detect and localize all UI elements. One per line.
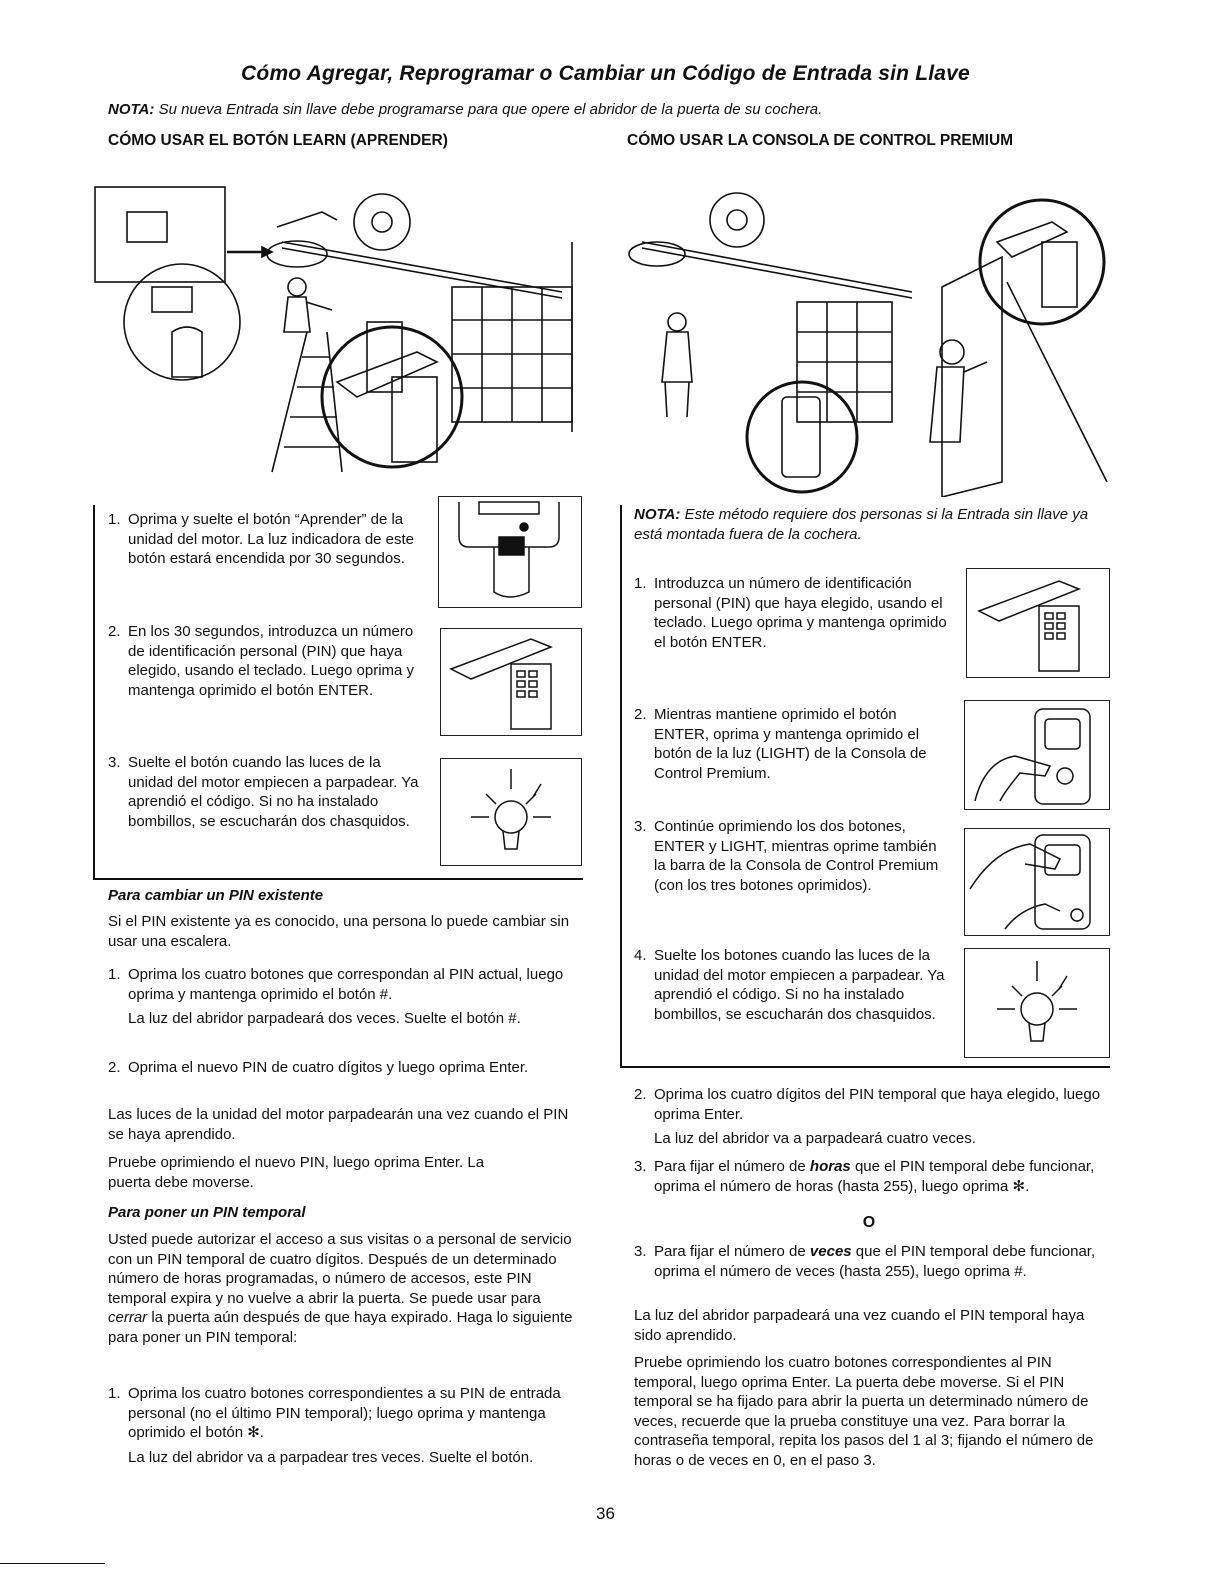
- right-step-3: [634, 817, 949, 895]
- temp-pin-intro-a: Usted puede autorizar el acceso a sus visitas o a personal de servicio con un PIN temporal de cuatro dígitos. Después de un determinado número de horas programadas, o número de accesos, este PIN temporal expira y no vuelve a abrir la puerta. Se puede usar para: [108, 1231, 572, 1307]
- right-heading: CÓMO USAR LA CONSOLA DE CONTROL PREMIUM: [627, 132, 1014, 149]
- left-step-2: [108, 622, 423, 700]
- console-press-bar-image: [964, 828, 1110, 936]
- temp-step-3a-num: 3.: [634, 1158, 647, 1175]
- keypad-image-left: [440, 628, 582, 736]
- left-step-1-text: Oprima y suelte el botón “Aprender” de la unidad del motor. La luz indicadora de este botón estará encendida por 30 segundos.: [128, 511, 415, 567]
- change-pin-step-2-text: Oprima el nuevo PIN de cuatro dígitos y luego oprima Enter.: [128, 1059, 529, 1076]
- left-step-3-text: Suelte el botón cuando las luces de la unidad del motor empiecen a parpadear. Ya aprendió el código. Si no ha instalado bombillos, se escucharán dos chasquidos.: [128, 754, 419, 830]
- temp-step-3b-pre: Para fijar el número de: [654, 1243, 810, 1260]
- temp-pin-step-1-num: 1.: [108, 1385, 121, 1402]
- temp-step-2-note: La luz del abridor va a parpadeará cuatro veces.: [654, 1130, 976, 1147]
- temp-pin-intro-b: la puerta aún después de que haya expirado. Haga lo siguiente para poner un PIN temporal:: [108, 1309, 573, 1346]
- footer-rule: [0, 1563, 105, 1564]
- temp-step-3a-text: [654, 1157, 1104, 1196]
- light-bulb-image-right: [964, 948, 1110, 1058]
- left-step-3-num: 3.: [108, 754, 121, 771]
- right-note-text: Este método requiere dos personas si la Entrada sin llave ya está montada fuera de la cochera.: [634, 506, 1089, 543]
- right-step-1: [634, 574, 949, 652]
- right-step-4-num: 4.: [634, 947, 647, 964]
- left-steps-rule: [93, 505, 95, 880]
- right-step-2: [634, 705, 949, 783]
- temp-step-3a: [634, 1157, 1104, 1196]
- right-step-1-text: Introduzca un número de identificación personal (PIN) que haya elegido, usando el teclado. Luego oprima y mantenga oprimido el botón ENTER.: [654, 575, 947, 651]
- right-step-3-text: Continúe oprimiendo los dos botones, ENTER y LIGHT, mientras oprime también la barra de la Consola de Control Premium (con los tres botones oprimidos).: [654, 818, 939, 894]
- temp-step-2: [634, 1085, 1104, 1149]
- right-note: [634, 505, 1094, 544]
- change-pin-step-2-num: 2.: [108, 1059, 121, 1076]
- change-pin-step-1: [108, 965, 578, 1029]
- left-steps-bottom-rule: [93, 878, 583, 880]
- right-note-label: NOTA:: [634, 506, 681, 523]
- change-pin-step-1-num: 1.: [108, 966, 121, 983]
- left-heading: CÓMO USAR EL BOTÓN LEARN (APRENDER): [108, 132, 448, 149]
- temp-pin-step-1-text: Oprima los cuatro botones correspondientes a su PIN de entrada personal (no el último PIN temporal); luego oprima y mantenga oprimido el botón ✻.: [128, 1385, 561, 1441]
- light-bulb-image-left: [440, 758, 582, 866]
- temp-p1: La luz del abridor parpadeará una vez cuando el PIN temporal haya sido aprendido.: [634, 1307, 1085, 1344]
- temp-step-3b: [634, 1242, 1104, 1281]
- right-step-2-text: Mientras mantiene oprimido el botón ENTER, oprima y mantenga oprimido el botón de la luz (LIGHT) de la Consola de Control Premium.: [654, 706, 927, 782]
- right-steps-bottom-rule: [620, 1066, 1110, 1068]
- top-note-label: NOTA:: [108, 101, 155, 118]
- temp-step-3a-pre: Para fijar el número de: [654, 1158, 810, 1175]
- top-note-text: Su nueva Entrada sin llave debe programarse para que opere el abridor de la puerta de su cochera.: [158, 101, 823, 118]
- right-step-3-num: 3.: [634, 818, 647, 835]
- temp-pin-intro: [108, 1230, 578, 1347]
- console-press-light-image: [964, 700, 1110, 810]
- left-step-2-num: 2.: [108, 623, 121, 640]
- temp-pin-intro-em: cerrar: [108, 1309, 148, 1326]
- right-step-4-text: Suelte los botones cuando las luces de la unidad del motor empiecen a parpadear. Ya aprendió el código. Si no ha instalado bombillos, se escucharán dos chasquidos.: [654, 947, 945, 1023]
- page-number: 36: [596, 1504, 615, 1523]
- left-step-1: [108, 510, 423, 569]
- garage-ladder-illustration: [92, 182, 592, 482]
- change-pin-heading: Para cambiar un PIN existente: [108, 887, 324, 904]
- learn-button-image: [438, 496, 582, 608]
- top-note: [108, 101, 822, 118]
- right-step-2-num: 2.: [634, 706, 647, 723]
- or-separator: O: [862, 1214, 876, 1231]
- change-pin-intro: Si el PIN existente ya es conocido, una persona lo puede cambiar sin usar una escalera.: [108, 913, 570, 950]
- keypad-image-right: [966, 568, 1110, 678]
- temp-step-3b-num: 3.: [634, 1243, 647, 1260]
- left-step-1-num: 1.: [108, 511, 121, 528]
- garage-console-illustration: [612, 182, 1112, 497]
- temp-pin-step-1: [108, 1384, 578, 1467]
- temp-step-3a-em: horas: [809, 1158, 851, 1175]
- left-step-2-text: En los 30 segundos, introduzca un número de identificación personal (PIN) que haya elegido, usando el teclado. Luego oprima y mantenga oprimido el botón ENTER.: [128, 623, 415, 699]
- temp-step-3b-em: veces: [809, 1243, 852, 1260]
- page-title: Cómo Agregar, Reprogramar o Cambiar un Código de Entrada sin Llave: [241, 62, 970, 85]
- temp-step-2-text: Oprima los cuatro dígitos del PIN temporal que haya elegido, luego oprima Enter.: [654, 1086, 1101, 1123]
- temp-pin-step-1-note: La luz del abridor va a parpadear tres veces. Suelte el botón.: [128, 1448, 534, 1466]
- temp-pin-heading: Para poner un PIN temporal: [108, 1204, 306, 1221]
- right-step-4: [634, 946, 949, 1024]
- temp-step-3b-post: que el PIN temporal debe funcionar, oprima el número de veces (hasta 255), luego oprima #.: [654, 1243, 1096, 1280]
- left-step-3: [108, 753, 423, 831]
- change-pin-step-1-note: La luz del abridor parpadeará dos veces. Suelte el botón #.: [128, 1010, 521, 1027]
- change-pin-step-1-text: Oprima los cuatro botones que correspondan al PIN actual, luego oprima y mantenga oprimido el botón #.: [128, 966, 564, 1003]
- right-steps-rule: [620, 505, 622, 1067]
- temp-step-3a-post: que el PIN temporal debe funcionar, oprima el número de horas (hasta 255), luego oprima ✻.: [654, 1158, 1095, 1195]
- temp-step-3b-text: [654, 1242, 1104, 1281]
- temp-step-2-num: 2.: [634, 1086, 647, 1103]
- temp-p2: Pruebe oprimiendo los cuatro botones correspondientes al PIN temporal, luego oprima Enter. La puerta debe moverse. Si el PIN temporal se ha fijado para abrir la puerta un determinado número de veces, recuerde que la prueba constituye una vez. Para borrar la contraseña temporal, repita los pasos del 1 al 3; fijando el número de horas o de veces en 0, en el paso 3.: [634, 1354, 1094, 1469]
- change-pin-p2: Pruebe oprimiendo el nuevo PIN, luego oprima Enter. La puerta debe moverse.: [108, 1154, 485, 1191]
- change-pin-step-2: [108, 1058, 578, 1078]
- change-pin-p1: Las luces de la unidad del motor parpadearán una vez cuando el PIN se haya aprendido.: [108, 1106, 569, 1143]
- right-step-1-num: 1.: [634, 575, 647, 592]
